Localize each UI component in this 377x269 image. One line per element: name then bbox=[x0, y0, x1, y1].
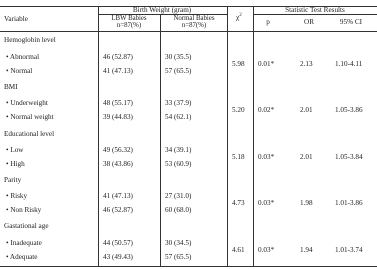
row-normal: 33 (37.9) bbox=[165, 99, 192, 107]
table-bottom-rule bbox=[0, 266, 377, 267]
col-sep-chi-right bbox=[253, 6, 254, 266]
header-normal: Normal Babies bbox=[173, 15, 215, 22]
row-normal: 34 (39.1) bbox=[165, 146, 192, 154]
or-value: 1.94 bbox=[300, 246, 313, 254]
header-or: OR bbox=[304, 18, 314, 26]
row-lbw: 46 (52.87) bbox=[103, 206, 133, 214]
row-label: • Normal bbox=[6, 67, 33, 75]
header-p: p bbox=[266, 18, 270, 26]
header-stat: Statistic Test Results bbox=[285, 6, 345, 14]
row-normal: 30 (34.5) bbox=[165, 239, 192, 247]
p-value: 0.03* bbox=[258, 246, 275, 254]
group-label: Educational level bbox=[4, 130, 55, 138]
header-lbw: LBW Babies bbox=[111, 15, 147, 22]
header-lbw-n: n=87(%) bbox=[116, 22, 142, 29]
chi-value: 4.73 bbox=[232, 199, 245, 207]
header-normal-n: n=87(%) bbox=[181, 22, 207, 29]
row-lbw: 38 (43.86) bbox=[103, 160, 133, 168]
row-label: • Low bbox=[6, 146, 24, 154]
col-sep-lbw bbox=[160, 14, 161, 266]
ci-value: 1.10-4.11 bbox=[335, 60, 363, 68]
row-label: • Adequate bbox=[6, 253, 38, 261]
row-label: • Abnormal bbox=[6, 53, 40, 61]
row-lbw: 44 (50.57) bbox=[103, 239, 133, 247]
chi-value: 5.98 bbox=[232, 60, 245, 68]
or-value: 1.98 bbox=[300, 199, 313, 207]
chi-value: 5.18 bbox=[232, 153, 245, 161]
row-normal: 53 (60.9) bbox=[165, 160, 192, 168]
header-chi: $\chi^2$ bbox=[236, 13, 242, 22]
ci-value: 1.05-3.84 bbox=[335, 153, 363, 161]
group-label: Parity bbox=[4, 176, 22, 184]
row-label: • Inadequate bbox=[6, 239, 42, 247]
ci-value: 1.01-3.74 bbox=[335, 246, 363, 254]
row-label: • Risky bbox=[6, 192, 28, 200]
or-value: 2.13 bbox=[300, 60, 313, 68]
row-lbw: 41 (47.13) bbox=[103, 67, 133, 75]
ci-value: 1.01-3.86 bbox=[335, 199, 363, 207]
header-variable: Variable bbox=[4, 15, 28, 23]
p-value: 0.03* bbox=[258, 199, 275, 207]
group-label: Hemoglobin level bbox=[4, 36, 56, 44]
row-normal: 57 (65.5) bbox=[165, 253, 192, 261]
header-ci: 95% CI bbox=[339, 18, 363, 26]
row-lbw: 39 (44.83) bbox=[103, 113, 133, 121]
col-sep-variable bbox=[98, 6, 99, 266]
row-normal: 27 (31.0) bbox=[165, 192, 192, 200]
row-lbw: 48 (55.17) bbox=[103, 99, 133, 107]
row-normal: 60 (68.0) bbox=[165, 206, 192, 214]
header-bottom-rule bbox=[0, 31, 377, 32]
row-lbw: 49 (56.32) bbox=[103, 146, 133, 154]
row-normal: 54 (62.1) bbox=[165, 113, 192, 121]
row-lbw: 41 (47.13) bbox=[103, 192, 133, 200]
row-label: • Underweight bbox=[6, 99, 48, 107]
row-normal: 30 (35.5) bbox=[165, 53, 192, 61]
chi-value: 4.61 bbox=[232, 246, 245, 254]
p-value: 0.02* bbox=[258, 106, 275, 114]
group-label: BMI bbox=[4, 83, 18, 91]
p-value: 0.03* bbox=[258, 153, 275, 161]
group-label: Gastational age bbox=[4, 222, 49, 230]
chi-value: 5.20 bbox=[232, 106, 245, 114]
row-lbw: 46 (52.87) bbox=[103, 53, 133, 61]
or-value: 2.01 bbox=[300, 106, 313, 114]
ci-value: 1.05-3.86 bbox=[335, 106, 363, 114]
row-normal: 57 (65.5) bbox=[165, 67, 192, 75]
row-label: • High bbox=[6, 160, 25, 168]
row-lbw: 43 (49.43) bbox=[103, 253, 133, 261]
p-value: 0.01* bbox=[258, 60, 275, 68]
col-sep-chi-left bbox=[227, 6, 228, 266]
header-birth-weight: Birth Weight (gram) bbox=[132, 6, 192, 14]
or-value: 2.01 bbox=[300, 153, 313, 161]
row-label: • Normal weight bbox=[6, 113, 54, 121]
row-label: • Non Risky bbox=[6, 206, 42, 214]
